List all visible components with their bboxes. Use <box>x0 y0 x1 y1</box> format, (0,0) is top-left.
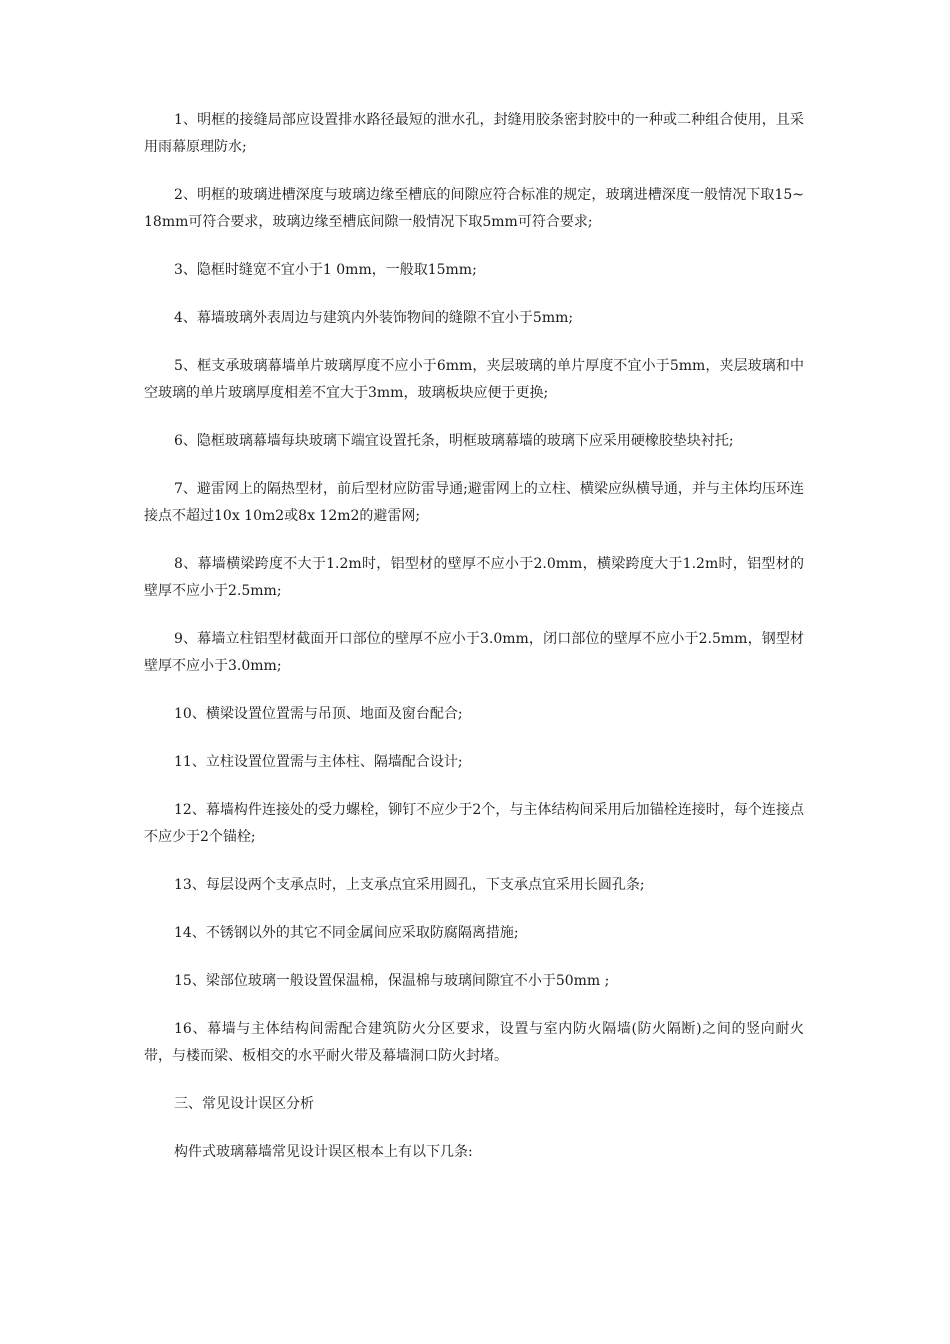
paragraph-item-9: 9、幕墙立柱铝型材截面开口部位的壁厚不应小于3.0mm，闭口部位的壁厚不应小于2.5mm，钢型材壁厚不应小于3.0mm; <box>144 631 804 674</box>
paragraph-item-12: 12、幕墙构件连接处的受力螺栓，铆钉不应少于2个，与主体结构间采用后加锚栓连接时，每个连接点不应少于2个锚栓; <box>144 802 804 845</box>
paragraph-item-3: 3、隐框时缝宽不宜小于1 0mm，一般取15mm; <box>174 262 477 278</box>
paragraph-item-2: 2、明框的玻璃进槽深度与玻璃边缘至槽底的间隙应符合标准的规定，玻璃进槽深度一般情况下取15~18mm可符合要求，玻璃边缘至槽底间隙一般情况下取5mm可符合要求; <box>144 187 804 230</box>
paragraph-item-1: 1、明框的接缝局部应设置排水路径最短的泄水孔，封缝用胶条密封胶中的一种或二种组合使用，且采用雨幕原理防水; <box>144 112 804 155</box>
paragraph-item-16: 16、幕墙与主体结构间需配合建筑防火分区要求，设置与室内防火隔墙(防火隔断)之间的竖向耐火带，与楼而梁、板相交的水平耐火带及幕墙洞口防火封堵。 <box>144 1021 804 1064</box>
paragraph-item-5: 5、框支承玻璃幕墙单片玻璃厚度不应小于6mm，夹层玻璃的单片厚度不宜小于5mm，夹层玻璃和中空玻璃的单片玻璃厚度相差不宜大于3mm，玻璃板块应便于更换; <box>144 358 804 401</box>
paragraph-item-8: 8、幕墙横梁跨度不大于1.2m时，铝型材的壁厚不应小于2.0mm，横梁跨度大于1.2m时，铝型材的壁厚不应小于2.5mm; <box>144 556 804 599</box>
paragraph-item-14: 14、不锈钢以外的其它不同金属间应采取防腐隔离措施; <box>174 925 519 941</box>
section-intro: 构件式玻璃幕墙常见设计误区根本上有以下几条: <box>174 1144 473 1160</box>
paragraph-item-7: 7、避雷网上的隔热型材，前后型材应防雷导通;避雷网上的立柱、横梁应纵横导通，并与主体均压环连接点不超过10x 10m2或8x 12m2的避雷网; <box>144 481 804 524</box>
paragraph-item-10: 10、横梁设置位置需与吊顶、地面及窗台配合; <box>174 706 463 722</box>
paragraph-item-11: 11、立柱设置位置需与主体柱、隔墙配合设计; <box>174 754 463 770</box>
paragraph-item-6: 6、隐框玻璃幕墙每块玻璃下端宜设置托条，明框玻璃幕墙的玻璃下应采用硬橡胶垫块衬托; <box>174 433 734 449</box>
paragraph-item-4: 4、幕墙玻璃外表周边与建筑内外装饰物间的缝隙不宜小于5mm; <box>174 310 574 326</box>
paragraph-item-13: 13、每层设两个支承点时，上支承点宜采用圆孔，下支承点宜采用长圆孔条; <box>174 877 645 893</box>
paragraph-item-15: 15、梁部位玻璃一般设置保温棉，保温棉与玻璃间隙宜不小于50mm ; <box>174 973 610 989</box>
document-body <box>144 107 804 1187</box>
section-heading: 三、常见设计误区分析 <box>174 1096 314 1112</box>
